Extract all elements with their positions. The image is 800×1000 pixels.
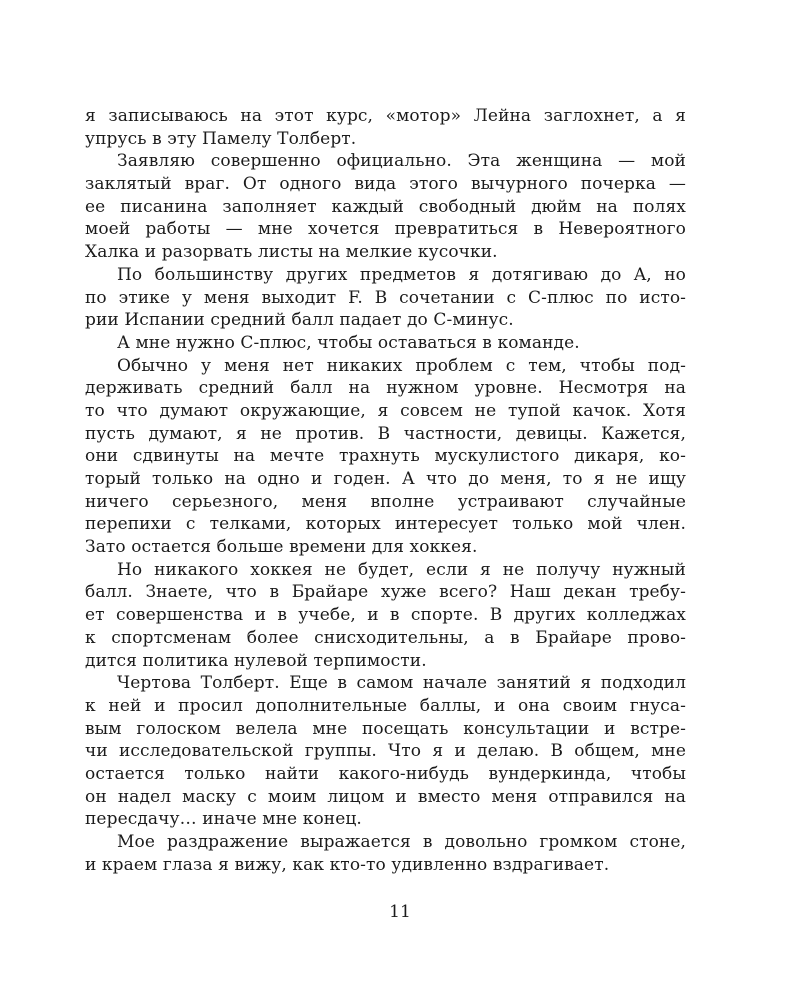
text-line: они сдвинуты на мечте трахнуть мускулистого дикаря, ко- xyxy=(85,446,686,467)
text-line: по этике у меня выходит F. В сочетании с C-плюс по исто- xyxy=(85,287,686,308)
text-line: Но никакого хоккея не будет, если я не получу нужный xyxy=(117,559,686,580)
text-line: Заявляю совершенно официально. Эта женщина — мой xyxy=(117,151,686,172)
text-line: ее писанина заполняет каждый свободный дюйм на полях xyxy=(85,196,686,217)
text-line: к спортсменам более снисходительны, а в Брайаре прово- xyxy=(85,627,686,648)
text-line: Зато остается больше времени для хоккея. xyxy=(85,537,478,558)
text-line: пусть думают, я не против. В частности, девицы. Кажется, xyxy=(85,423,686,444)
text-line: к ней и просил дополнительные баллы, и она своим гнуса- xyxy=(85,695,686,716)
text-line: чи исследовательской группы. Что я и делаю. В общем, мне xyxy=(85,741,686,762)
body-text xyxy=(85,105,686,876)
text-line: перепихи с телками, которых интересует только мой член. xyxy=(85,514,686,535)
text-line: балл. Знаете, что в Брайаре хуже всего? Наш декан требу- xyxy=(85,582,686,603)
text-line: Чертова Толберт. Еще в самом начале занятий я подходил xyxy=(117,673,686,694)
text-line: Халка и разорвать листы на мелкие кусочки. xyxy=(85,242,498,263)
text-line: дится политика нулевой терпимости. xyxy=(85,650,427,671)
text-line: я записываюсь на этот курс, «мотор» Лейна заглохнет, а я xyxy=(85,106,686,126)
text-line: упрусь в эту Памелу Толберт. xyxy=(85,128,357,149)
text-line: заклятый враг. От одного вида этого вычурного почерка — xyxy=(85,174,686,195)
page-number: 11 xyxy=(389,902,411,922)
text-line: Обычно у меня нет никаких проблем с тем, чтобы под- xyxy=(117,355,686,376)
text-line: торый только на одно и годен. А что до меня, то я не ищу xyxy=(85,469,686,489)
text-line: ет совершенства и в учебе, и в спорте. В других колледжах xyxy=(85,605,686,626)
text-line: моей работы — мне хочется превратиться в Невероятного xyxy=(85,219,686,240)
text-line: Мое раздражение выражается в довольно громком стоне, xyxy=(117,832,686,852)
text-line: вым голоском велела мне посещать консультации и встре- xyxy=(85,718,686,739)
text-line: остается только найти какого-нибудь вундеркинда, чтобы xyxy=(85,763,686,784)
text-line: ничего серьезного, меня вполне устраивают случайные xyxy=(85,491,686,512)
text-line: пересдачу… иначе мне конец. xyxy=(85,809,362,830)
text-line: держивать средний балл на нужном уровне. Несмотря на xyxy=(85,378,686,399)
text-line: то что думают окружающие, я совсем не тупой качок. Хотя xyxy=(85,400,686,421)
text-line: рии Испании средний балл падает до C-минус. xyxy=(85,310,514,331)
text-line: По большинству других предметов я дотягиваю до A, но xyxy=(117,264,686,285)
text-line: и краем глаза я вижу, как кто-то удивленно вздрагивает. xyxy=(85,854,610,875)
text-line: А мне нужно C-плюс, чтобы оставаться в команде. xyxy=(117,332,580,353)
text-line: он надел маску с моим лицом и вместо меня отправился на xyxy=(85,786,686,807)
